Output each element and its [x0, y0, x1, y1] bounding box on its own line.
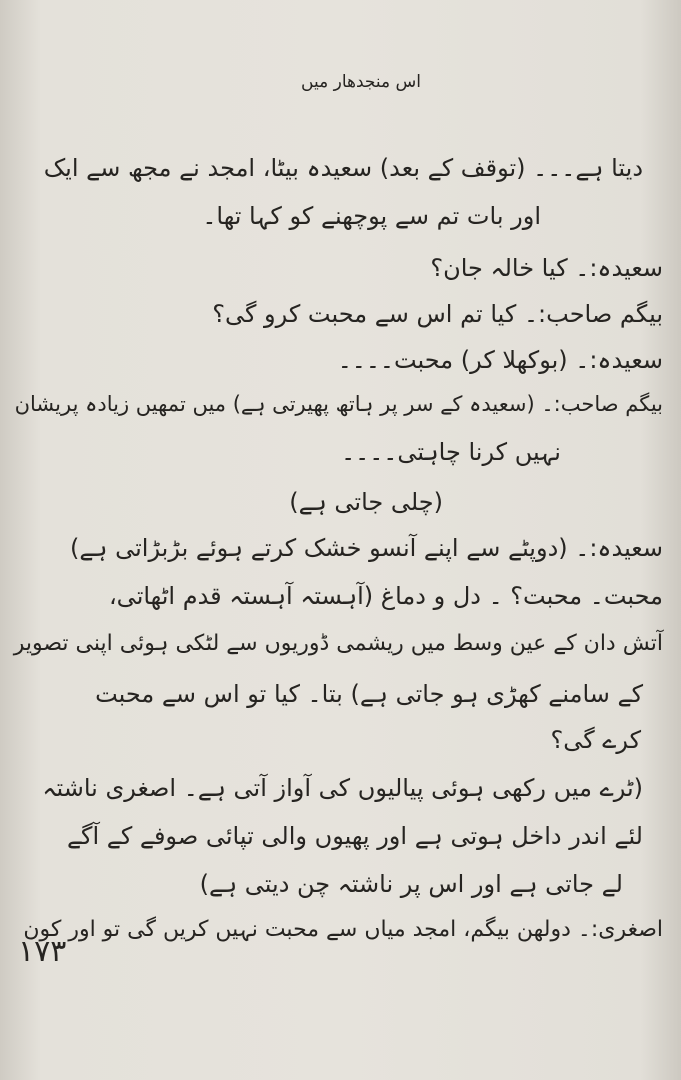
text-line-17: اصغری:۔ دولھن بیگم، امجد میاں سے محبت نہیں کریں گی تو اور کون [23, 917, 663, 942]
running-header: اس منجدھار میں [301, 72, 421, 92]
page-number: ۱۷۳ [18, 934, 67, 969]
text-line-9: سعیدہ:۔ (دوپٹے سے اپنے آنسو خشک کرتے ہوئے بڑبڑاتی ہے) [69, 534, 663, 562]
text-line-15: لئے اندر داخل ہوتی ہے اور پھیوں والی تپائی صوفے کے آگے [66, 822, 643, 850]
text-line-5: سعیدہ:۔ (بوکھلا کر) محبت۔۔۔۔ [337, 346, 663, 374]
text-line-10: محبت۔ محبت؟ ۔ دل و دماغ (آہستہ آہستہ قدم اٹھاتی، [108, 582, 663, 610]
text-line-14: (ٹرے میں رکھی ہوئی پیالیوں کی آواز آتی ہے۔ اصغری ناشتہ [42, 774, 643, 802]
text-line-13: کرے گی؟ [550, 726, 641, 754]
text-line-12: کے سامنے کھڑی ہو جاتی ہے) بتا۔ کیا تو اس سے محبت [95, 680, 643, 708]
text-line-3: سعیدہ:۔ کیا خالہ جان؟ [430, 254, 663, 282]
text-line-1: دیتا ہے۔۔۔ (توقف کے بعد) سعیدہ بیٹا، امجد نے مجھ سے ایک [43, 154, 643, 182]
text-line-16: لے جاتی ہے اور اس پر ناشتہ چن دیتی ہے) [199, 870, 623, 898]
text-line-7: نہیں کرنا چاہتی۔۔۔۔ [341, 438, 561, 466]
text-line-8: (چلی جاتی ہے) [289, 488, 443, 516]
text-line-11: آتش دان کے عین وسط میں ریشمی ڈوریوں سے لٹکی ہوئی اپنی تصویر [13, 631, 663, 656]
text-line-6: بیگم صاحب:۔ (سعیدہ کے سر پر ہاتھ پھیرتی ہے) میں تمھیں زیادہ پریشان [14, 392, 663, 416]
text-line-2: اور بات تم سے پوچھنے کو کہا تھا۔ [202, 202, 541, 230]
text-line-4: بیگم صاحب:۔ کیا تم اس سے محبت کرو گی؟ [212, 300, 663, 328]
